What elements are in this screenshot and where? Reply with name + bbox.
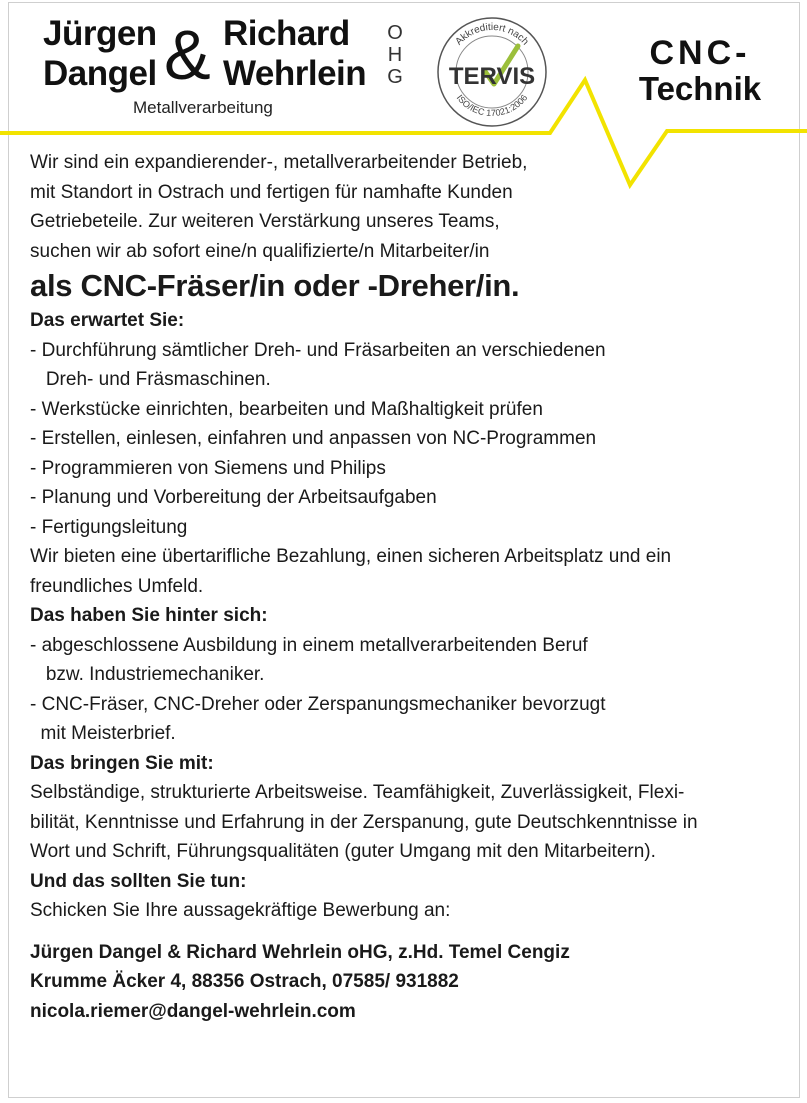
- list-item: - Werkstücke einrichten, bearbeiten und Maßhaltigkeit prüfen: [30, 398, 543, 420]
- logo-name-richard: Richard: [223, 14, 350, 53]
- seal-brand: TERVIS: [448, 63, 536, 90]
- intro-line: suchen wir ab sofort eine/n qualifizierte/n Mitarbeiter/in: [30, 240, 490, 262]
- ohg-letter: O: [387, 22, 403, 44]
- intro-line: Getriebeteile. Zur weiteren Verstärkung unseres Teams,: [30, 211, 500, 232]
- seal-ring-text-top: Akkreditiert nach: [453, 21, 531, 48]
- section-heading: Das erwartet Sie:: [30, 310, 185, 331]
- section-heading: Und das sollten Sie tun:: [30, 870, 247, 892]
- list-item: - Programmieren von Siemens und Philips: [30, 457, 386, 479]
- paragraph-line: Wort und Schrift, Führungsqualitäten (guter Umgang mit den Mitarbeitern).: [30, 841, 656, 862]
- list-item: - Durchführung sämtlicher Dreh- und Fräsarbeiten an verschiedenen: [30, 339, 606, 361]
- paragraph-line: Selbständige, strukturierte Arbeitsweise. Teamfähigkeit, Zuverlässigkeit, Flexi-: [30, 782, 685, 803]
- section-expect: [30, 306, 790, 601]
- offer-line: Wir bieten eine übertarifliche Bezahlung, einen sicheren Arbeitsplatz und ein: [30, 546, 672, 567]
- company-subtitle: Metallverarbeitung: [133, 98, 273, 117]
- intro-line: Wir sind ein expandierender-, metallverarbeitender Betrieb,: [30, 152, 528, 173]
- list-item: mit Meisterbrief.: [30, 723, 176, 744]
- legal-form-ohg: [385, 22, 405, 88]
- ohg-letter: H: [387, 44, 403, 66]
- contact-email[interactable]: nicola.riemer@dangel-wehrlein.com: [30, 1000, 356, 1022]
- cnc-label-line2: Technik: [638, 69, 762, 107]
- contact-block: [30, 938, 790, 1027]
- list-item: - CNC-Fräser, CNC-Dreher oder Zerspanungsmechaniker bevorzugt: [30, 693, 606, 715]
- offer-line: freundliches Umfeld.: [30, 575, 204, 597]
- logo-name-dangel: Dangel: [43, 54, 157, 93]
- logo-name-wehrlein: Wehrlein: [223, 54, 367, 93]
- paragraph-line: Schicken Sie Ihre aussagekräftige Bewerbung an:: [30, 900, 451, 921]
- section-heading: Das haben Sie hinter sich:: [30, 605, 268, 626]
- contact-company: Jürgen Dangel & Richard Wehrlein oHG, z.Hd. Temel Cengiz: [30, 941, 570, 963]
- cnc-label-line1: CNC-: [649, 34, 751, 72]
- tervis-certification-seal: [432, 12, 552, 132]
- paragraph-line: bilität, Kenntnisse und Erfahrung in der Zerspanung, gute Deutschkenntnisse in: [30, 811, 698, 833]
- list-item: Dreh- und Fräsmaschinen.: [30, 369, 271, 390]
- section-bring: [30, 749, 790, 867]
- list-item: - Erstellen, einlesen, einfahren und anpassen von NC-Programmen: [30, 428, 597, 449]
- section-todo: [30, 867, 790, 926]
- intro-paragraph: [30, 148, 790, 266]
- logo-name-juergen: Jürgen: [43, 14, 157, 53]
- ohg-letter: G: [387, 66, 403, 88]
- job-headline: als CNC-Fräser/in oder -Dreher/in.: [30, 268, 520, 303]
- contact-address: Krumme Äcker 4, 88356 Ostrach, 07585/ 931882: [30, 971, 459, 992]
- list-item: bzw. Industriemechaniker.: [30, 664, 265, 685]
- section-behind: [30, 601, 790, 749]
- seal-ring-text-bottom: ISO/IEC 17021:2006: [454, 92, 530, 119]
- list-item: - abgeschlossene Ausbildung in einem metallverarbeitenden Beruf: [30, 634, 588, 656]
- list-item: - Planung und Vorbereitung der Arbeitsaufgaben: [30, 487, 437, 508]
- logo-ampersand: &: [164, 16, 211, 94]
- list-item: - Fertigungsleitung: [30, 516, 188, 538]
- intro-line: mit Standort in Ostrach und fertigen für namhafte Kunden: [30, 181, 513, 203]
- ad-body: [30, 148, 790, 1026]
- section-heading: Das bringen Sie mit:: [30, 752, 214, 774]
- cnc-technik-label: [620, 36, 780, 106]
